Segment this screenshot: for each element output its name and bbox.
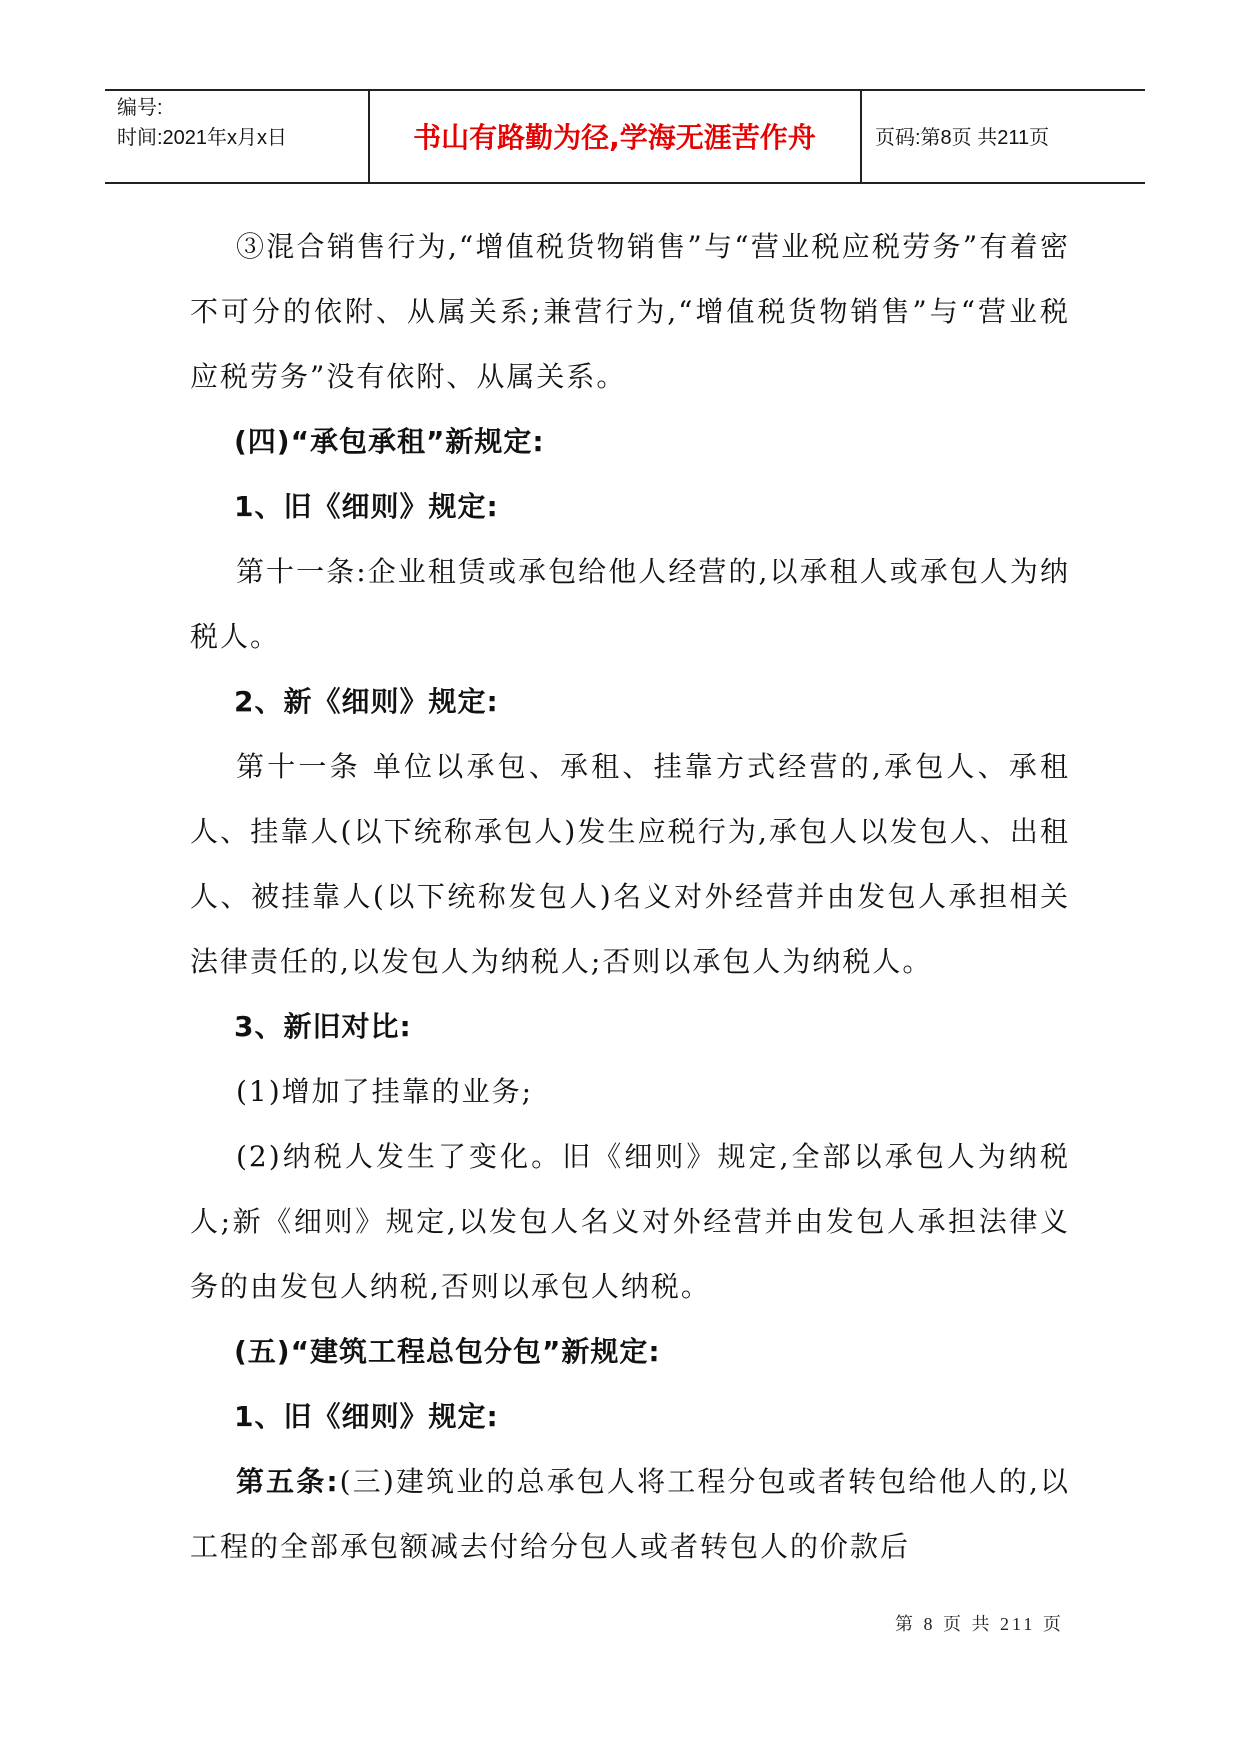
paragraph-old-article-11: 第十一条:企业租赁或承包给他人经营的,以承租人或承包人为纳税人。 [190, 555, 1070, 653]
header-motto: 书山有路勤为径,学海无涯苦作舟 [413, 120, 816, 154]
paragraph-new-article-11: 第十一条 单位以承包、承租、挂靠方式经营的,承包人、承租人、挂靠人(以下统称承包人)发生应税行为,承包人以发包人、出租人、被挂靠人(以下统称发包人)名义对外经营并由发包人承担相关法律责任的,以发包人为纳税人;否则以承包人为纳税人。 [190, 750, 1070, 978]
subheading-new-rules: 2、新《细则》规定: [234, 685, 499, 718]
header-bottom-rule [105, 182, 1145, 184]
article-5-text: (三)建筑业的总承包人将工程分包或者转包给他人的,以工程的全部承包额减去付给分包人或者转包人的价款后 [190, 1465, 1070, 1563]
paragraph-comparison-2: (2)纳税人发生了变化。旧《细则》规定,全部以承包人为纳税人;新《细则》规定,以发包人名义对外经营并由发包人承担法律义务的由发包人纳税,否则以承包人纳税。 [190, 1140, 1070, 1303]
header-meta [117, 93, 287, 153]
subheading-old-rules: 1、旧《细则》规定: [234, 490, 499, 523]
section-heading-construction: (五)“建筑工程总包分包”新规定: [234, 1335, 661, 1368]
doc-time-label: 时间:2021年x月x日 [117, 127, 288, 149]
header-divider-right [860, 89, 862, 184]
page-header [105, 89, 1145, 184]
header-page-info: 页码:第8页 共211页 [875, 127, 1050, 149]
paragraph-comparison-1: (1)增加了挂靠的业务; [236, 1075, 534, 1108]
document-body [190, 214, 1070, 1579]
doc-number-label: 编号: [117, 97, 163, 119]
paragraph-article-5 [190, 1449, 1070, 1579]
subheading-comparison: 3、新旧对比: [234, 1010, 412, 1043]
footer-page-number: 第 8 页 共 211 页 [895, 1614, 1064, 1634]
subheading-old-rules-2: 1、旧《细则》规定: [234, 1400, 499, 1433]
paragraph-mixed-sales: ③混合销售行为,“增值税货物销售”与“营业税应税劳务”有着密不可分的依附、从属关系;兼营行为,“增值税货物销售”与“营业税应税劳务”没有依附、从属关系。 [190, 230, 1070, 393]
article-5-label: 第五条: [236, 1465, 340, 1498]
page-footer [0, 1610, 1241, 1640]
section-heading-contracting: (四)“承包承租”新规定: [234, 425, 545, 458]
